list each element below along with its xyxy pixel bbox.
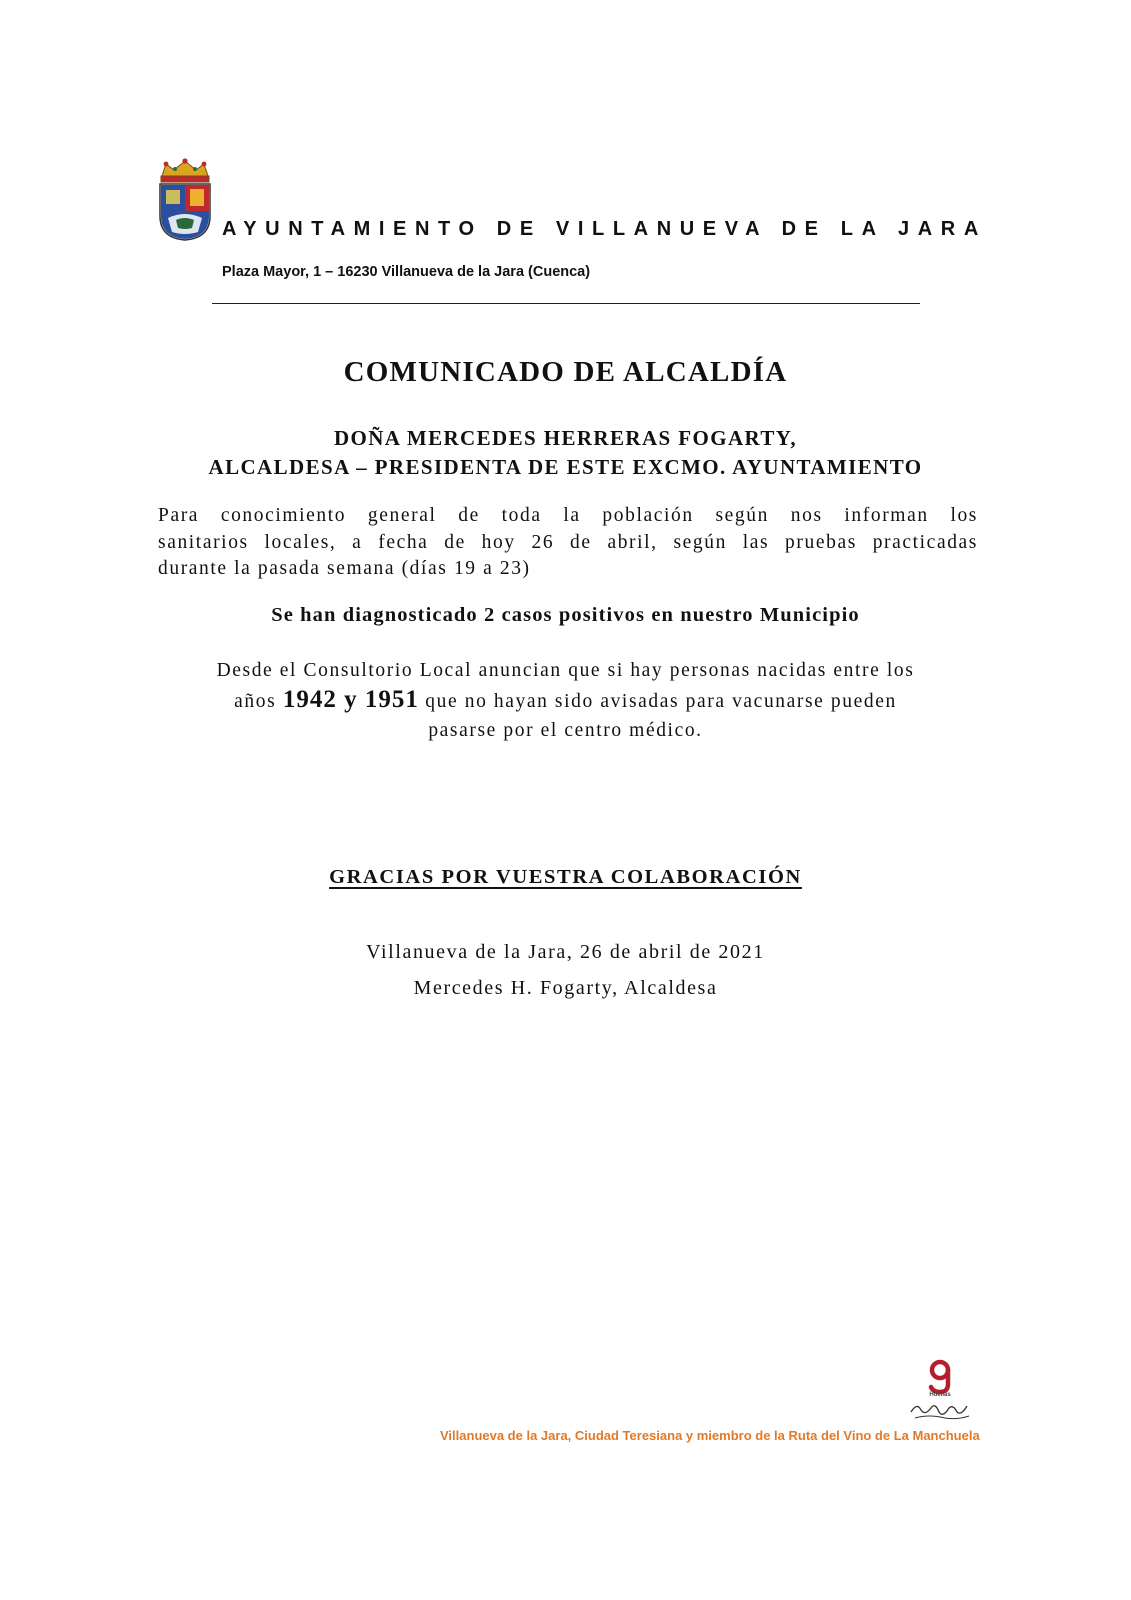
intro-line: Para conocimiento general de toda la población según nos informan los bbox=[158, 505, 978, 526]
vaccine-notice bbox=[0, 656, 1131, 745]
signer-block bbox=[0, 424, 1131, 482]
place-and-date: Villanueva de la Jara, 26 de abril de 2021 bbox=[366, 941, 765, 963]
cases-notice: Se han diagnosticado 2 casos positivos en nuestro Municipio bbox=[271, 604, 860, 626]
intro-line: sanitarios locales, a fecha de hoy 26 de abril, según las pruebas practicadas bbox=[158, 531, 978, 553]
logo-label: Huellas bbox=[929, 1392, 951, 1398]
signer-position: ALCALDESA – PRESIDENTA DE ESTE EXCMO. AYUNTAMIENTO bbox=[208, 455, 923, 479]
intro-paragraph bbox=[158, 503, 978, 583]
vaccine-line-prefix: años bbox=[234, 691, 277, 712]
vaccine-line: pasarse por el centro médico. bbox=[428, 720, 703, 741]
organization-name: AYUNTAMIENTO DE VILLANUEVA DE LA JARA bbox=[222, 218, 987, 240]
coat-of-arms-icon bbox=[156, 158, 214, 242]
birth-years: 1942 y 1951 bbox=[282, 686, 419, 713]
signature-line: Mercedes H. Fogarty, Alcaldesa bbox=[413, 977, 718, 999]
footer-motto: Villanueva de la Jara, Ciudad Teresiana y miembro de la Ruta del Vino de La Manchuela bbox=[440, 1428, 980, 1443]
vaccine-line bbox=[0, 685, 1131, 716]
vaccine-line: Desde el Consultorio Local anuncian que si hay personas nacidas entre los bbox=[216, 660, 915, 681]
closing-text: GRACIAS POR VUESTRA COLABORACIÓN bbox=[329, 866, 802, 888]
header-divider bbox=[212, 303, 920, 304]
signer-name: DOÑA MERCEDES HERRERAS FOGARTY, bbox=[333, 426, 798, 450]
organization-address: Plaza Mayor, 1 – 16230 Villanueva de la Jara (Cuenca) bbox=[222, 264, 591, 280]
intro-line: durante la pasada semana (días 19 a 23) bbox=[158, 558, 531, 579]
vaccine-line-suffix: que no hayan sido avisadas para vacunarse pueden bbox=[425, 691, 897, 712]
document-title: COMUNICADO DE ALCALDÍA bbox=[343, 356, 788, 388]
closing-thanks bbox=[0, 866, 1131, 889]
